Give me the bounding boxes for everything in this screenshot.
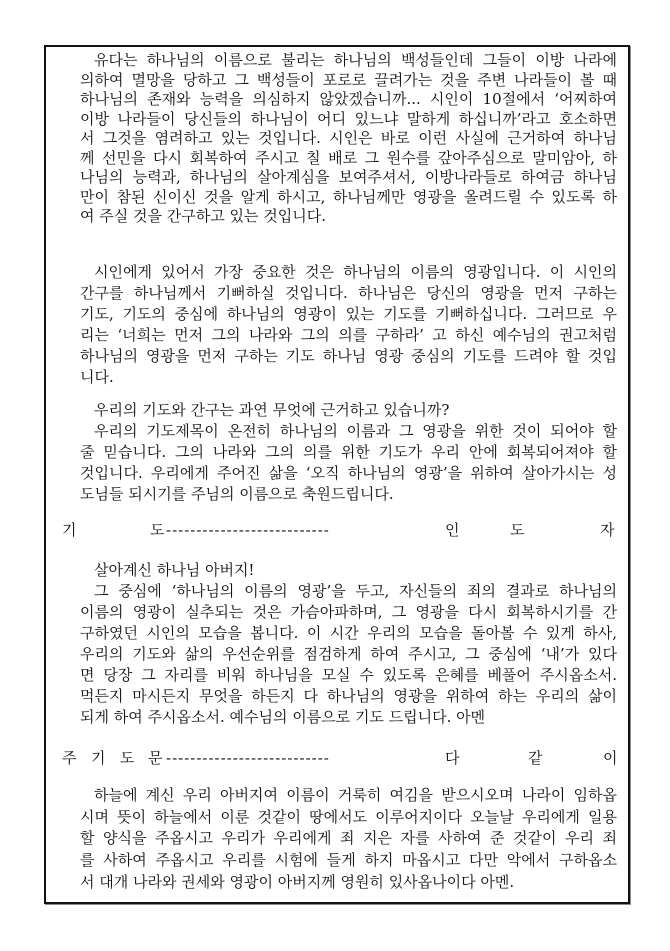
text-line: 이방 나라들이 당신들의 하나님이 어디 있느냐 말하게 하십니까’라고 호소하면: [80, 109, 617, 128]
text-line: 만이 참된 신이신 것을 알게 하시고, 하나님께만 영광을 올려드릴 수 있도록 하: [80, 187, 617, 206]
prayer-leader-char: 자: [600, 521, 615, 539]
text-line: 우리의 기도와 삶의 우선순위를 점검하게 하여 주시고, 그 중심에 ‘내’가 있다: [80, 645, 617, 663]
prayer-address: [80, 560, 617, 581]
text-line: 우리의 기도제목이 온전히 하나님의 이름과 그 영광을 위한 것이 되어야 할: [94, 422, 617, 440]
lords-prayer-heading-char: 문: [148, 749, 163, 767]
lords-prayer-heading: [62, 747, 618, 769]
text-line: 리는 ‘너희는 먼저 그의 나라와 그의 의를 구하라’ 고 하신 예수님의 권고처럼: [80, 326, 617, 344]
together-char: 다: [445, 749, 460, 767]
lords-prayer-heading-char: 기: [91, 749, 106, 767]
text-line: 시며 뜻이 하늘에서 이룬 것같이 땅에서도 이루어지이다 오늘날 우리에게 일용: [80, 807, 617, 826]
lords-prayer-text: [80, 785, 617, 893]
text-line: 줄 믿습니다. 그의 나라와 그의 의를 위한 기도가 우리 안에 회복되어져야 할: [80, 443, 617, 461]
prayer-heading-char: 기: [62, 521, 77, 539]
paragraph-question: [80, 400, 617, 421]
text-line: 구하였던 시인의 모습을 봅니다. 이 시간 우리의 모습을 돌아볼 수 있게 하사,: [80, 624, 617, 642]
text-line: 우리의 기도와 간구는 과연 무엇에 근거하고 있습니까?: [94, 401, 450, 419]
text-line: 시인에게 있어서 가장 중요한 것은 하나님의 이름의 영광입니다. 이 시인의: [94, 263, 617, 281]
text-line: 하늘에 계신 우리 아버지여 이름이 거룩히 여김을 받으시오며 나라이 임하옵: [94, 786, 617, 804]
text-line: 서 대개 나라와 권세와 영광이 아버지께 영원히 있사옵나이다 아멘.: [80, 872, 515, 891]
together-char: 이: [603, 749, 618, 767]
text-line: 하나님의 영광을 먼저 구하는 기도 하나님 영광 중심의 기도를 드려야 할 것입: [80, 347, 617, 365]
prayer-leader-char: 도: [510, 521, 525, 539]
text-line: 도님들 되시기를 주님의 이름으로 축원드립니다.: [80, 485, 394, 503]
prayer-heading-dashes: ---------------------------: [166, 521, 330, 539]
text-line: 간구를 하나님께서 기뻐하실 것입니다. 하나님은 당신의 영광을 먼저 구하는: [80, 284, 617, 302]
paragraph-glory-of-name: [80, 262, 617, 388]
text-line: 기도, 기도의 중심에 하나님의 영광이 있는 기도를 기뻐하십니다. 그러므로 우: [80, 305, 617, 323]
prayer-heading: [62, 519, 618, 541]
together-char: 같: [528, 749, 543, 767]
text-line: 서 그것을 염려하고 있는 것입니다. 시인은 바로 이런 사실에 근거하여 하나님: [80, 129, 617, 147]
paragraph-exhortation: [80, 421, 617, 505]
text-line: 하나님의 존재와 능력을 의심하지 않았겠습니까... 시인이 10절에서 ‘어찌하여: [80, 90, 617, 108]
text-line: 먹든지 마시든지 무엇을 하든지 다 하나님의 영광을 위하여 하는 우리의 삶이: [80, 687, 617, 705]
text-line: 여 주실 것을 간구하고 있는 것입니다.: [80, 207, 326, 225]
prayer-heading-char: 도: [150, 521, 165, 539]
text-line: 를 사하여 주옵시고 우리를 시험에 들게 하지 마옵시고 다만 악에서 구하옵소: [80, 851, 617, 870]
text-line: 유다는 하나님의 이름으로 불리는 하나님의 백성들인데 그들이 이방 나라에: [94, 51, 617, 69]
text-line: 면 당장 그 자리를 비워 하나님을 모실 수 있도록 은혜를 베풀어 주시옵소서.: [80, 666, 617, 684]
lords-prayer-heading-char: 도: [120, 749, 135, 767]
text-line: 그 중심에 ‘하나님의 이름의 영광’을 두고, 자신들의 죄의 결과로 하나님의: [94, 582, 617, 600]
text-line: 의하여 멸망을 당하고 그 백성들이 포로로 끌려가는 것을 주변 나라들이 볼 때: [80, 70, 617, 89]
prayer-leader-char: 인: [445, 521, 460, 539]
text-line: 것입니다. 우리에게 주어진 삶을 ‘오직 하나님의 영광’을 위하여 살아가시는 성: [80, 464, 617, 482]
text-line: 께 선민을 다시 회복하여 주시고 칠 배로 그 원수를 갚아주심으로 말미암아, 하: [80, 148, 617, 167]
prayer-body: [80, 581, 617, 728]
paragraph-judah-context: [80, 51, 617, 227]
text-line: 할 양식을 주옵시고 우리가 우리에게 죄 지은 자를 사하여 준 것같이 우리 죄: [80, 829, 617, 848]
lords-prayer-heading-dashes: ---------------------------: [166, 749, 330, 767]
lords-prayer-heading-char: 주: [62, 749, 77, 767]
text-line: 니다.: [80, 368, 114, 386]
text-line: 살아계신 하나님 아버지!: [94, 561, 255, 579]
text-line: 이름의 영광이 실추되는 것은 가슴아파하며, 그 영광을 다시 회복하시기를 간: [80, 603, 617, 621]
text-line: 나님의 능력과, 하나님의 살아계심을 보여주셔서, 이방나라들로 하여금 하나님: [80, 168, 617, 186]
text-line: 되게 하여 주시옵소서. 예수님의 이름으로 기도 드립니다. 아멘: [80, 708, 486, 726]
